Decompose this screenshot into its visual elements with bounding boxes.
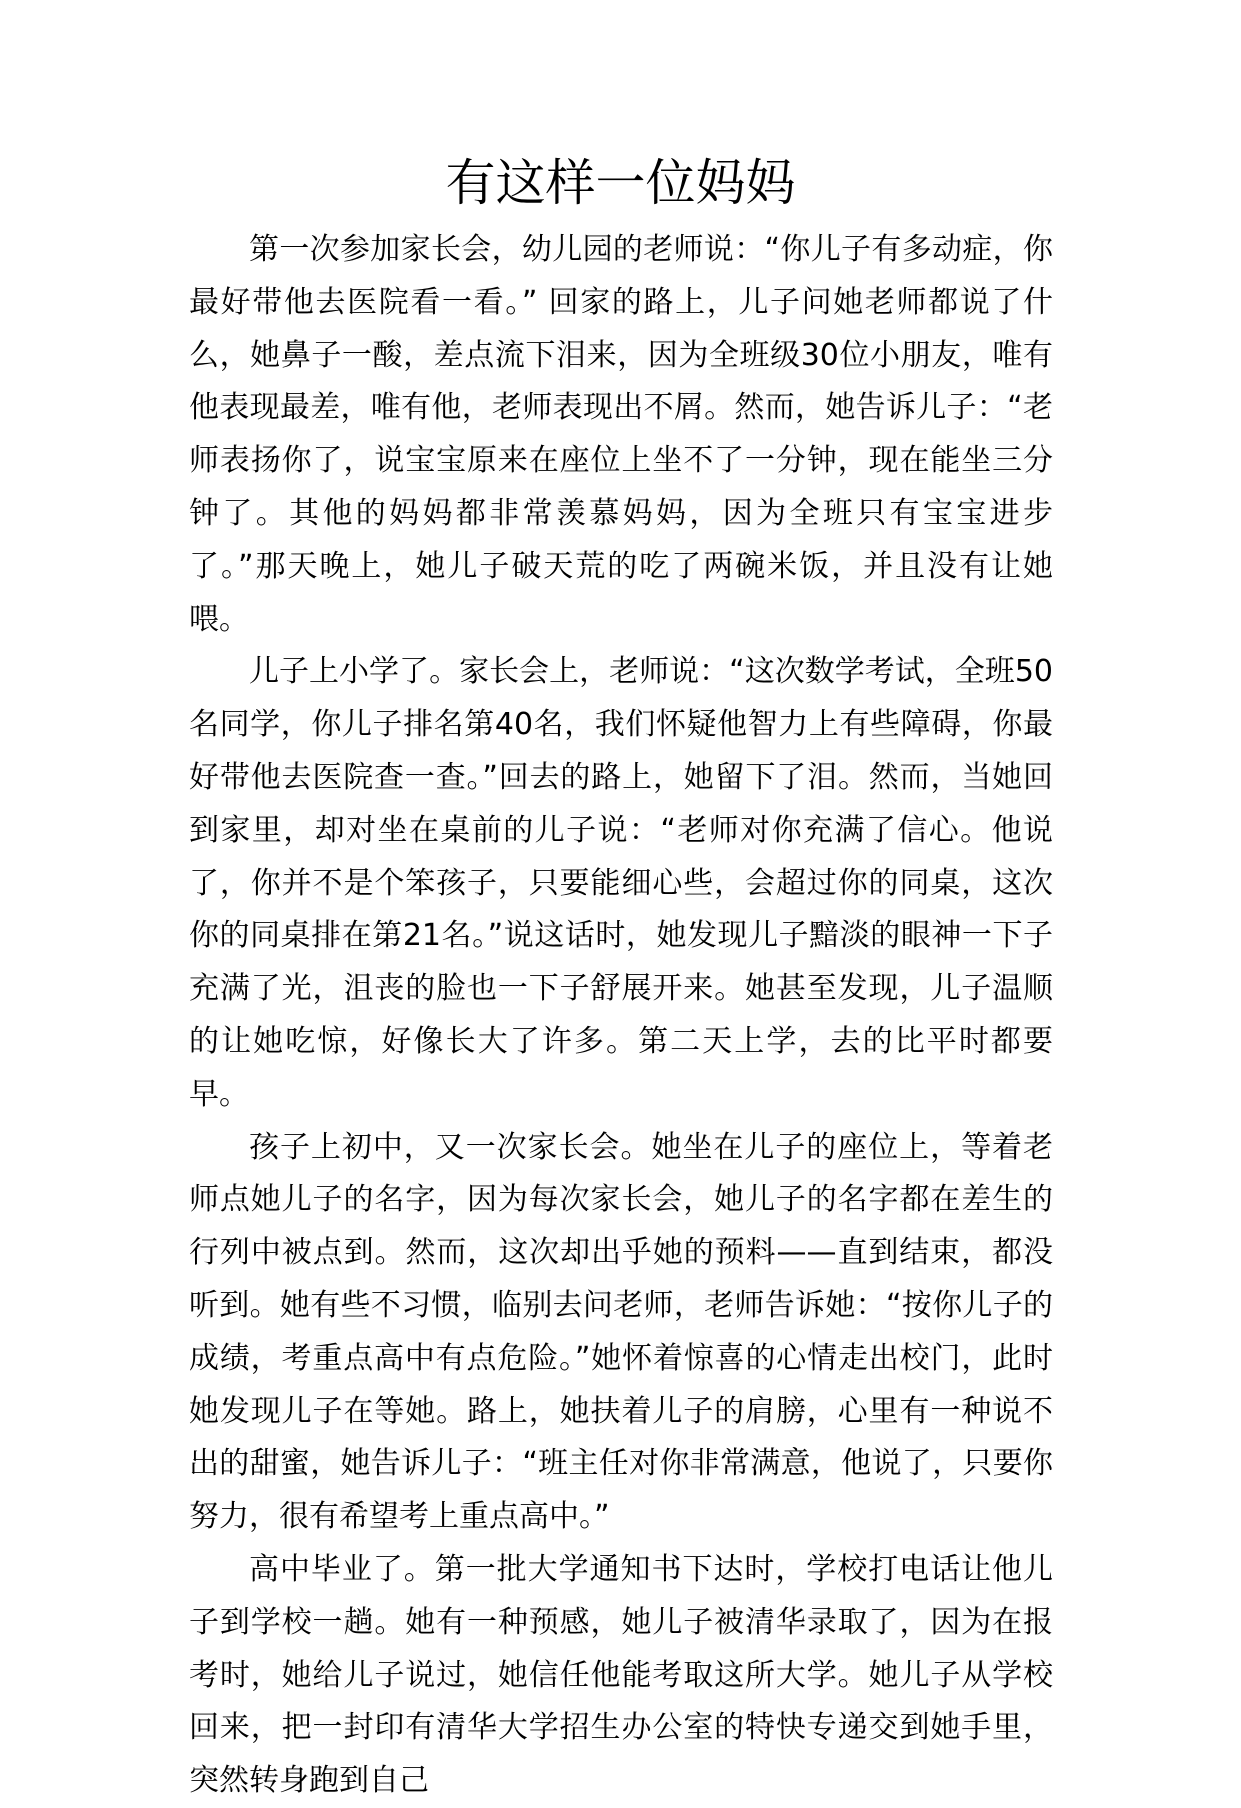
paragraph-2: 儿子上小学了。家长会上，老师说：“这次数学考试，全班50名同学，你儿子排名第40名，我们怀疑他智力上有些障碍，你最好带他去医院查一查。”回去的路上，她留下了泪。然而，当她回到家里，却对坐在桌前的儿子说：“老师对你充满了信心。他说了，你并不是个笨孩子，只要能细心些，会超过你的同桌，这次你的同桌排在第21名。”说这话时，她发现儿子黯淡的眼神一下子充满了光，沮丧的脸也一下子舒展开来。她甚至发现，儿子温顺的让她吃惊，好像长大了许多。第二天上学，去的比平时都要早。 — [189, 654, 1053, 1112]
paragraph-3: 孩子上初中，又一次家长会。她坐在儿子的座位上，等着老师点她儿子的名字，因为每次家长会，她儿子的名字都在差生的行列中被点到。然而，这次却出乎她的预料——直到结束，都没听到。她有些不习惯，临别去问老师，老师告诉她：“按你儿子的成绩，考重点高中有点危险。”她怀着惊喜的心情走出校门，此时她发现儿子在等她。路上，她扶着儿子的肩膀，心里有一种说不出的甜蜜，她告诉儿子：“班主任对你非常满意，他说了，只要你努力，很有希望考上重点高中。” — [189, 1129, 1053, 1535]
document-title: 有这样一位妈妈 — [445, 154, 796, 212]
paragraph-1: 第一次参加家长会，幼儿园的老师说：“你儿子有多动症，你最好带他去医院看一看。” 回家的路上，儿子问她老师都说了什么，她鼻子一酸，差点流下泪来，因为全班级30位小朋友，唯有他表现最差，唯有他，老师表现出不屑。然而，她告诉儿子：“老师表扬你了，说宝宝原来在座位上坐不了一分钟，现在能坐三分钟了。其他的妈妈都非常羡慕妈妈，因为全班只有宝宝进步了。”那天晚上，她儿子破天荒的吃了两碗米饭，并且没有让她喂。 — [189, 232, 1053, 637]
paragraph-4: 高中毕业了。第一批大学通知书下达时，学校打电话让他儿子到学校一趟。她有一种预感，她儿子被清华录取了，因为在报考时，她给儿子说过，她信任他能考取这所大学。她儿子从学校回来，把一封印有清华大学招生办公室的特快专递交到她手里，突然转身跑到自己 — [189, 1551, 1053, 1799]
document-body — [189, 224, 1053, 1808]
